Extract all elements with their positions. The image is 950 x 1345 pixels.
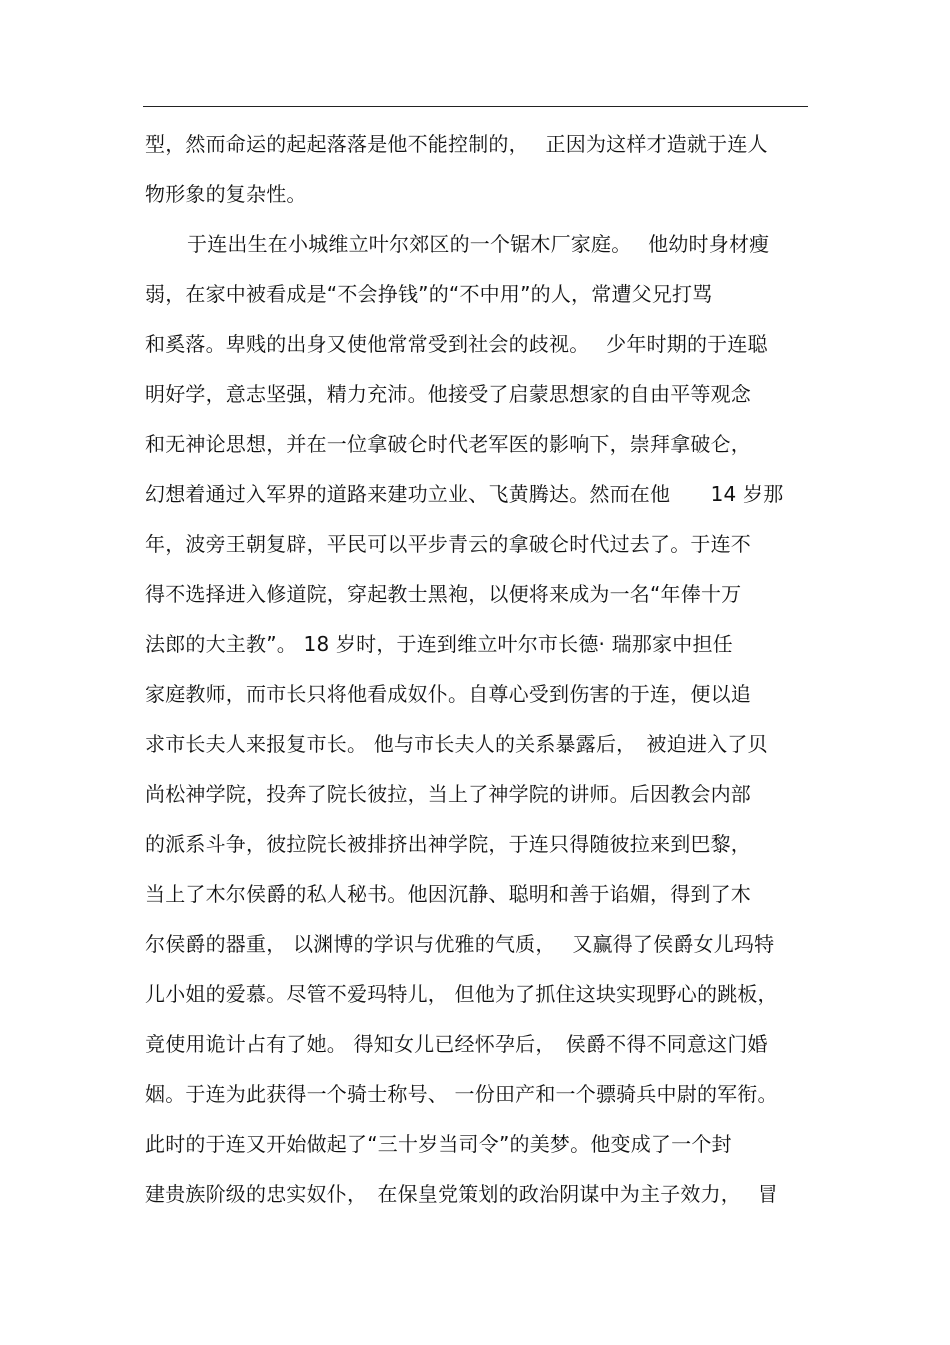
body-text (145, 119, 810, 1219)
text-line: 尔侯爵的器重， 以渊博的学识与优雅的气质， 又赢得了侯爵女儿玛特 (145, 932, 775, 956)
text-line: 弱，在家中被看成是“不会挣钱”的“不中用”的人，常遭父兄打骂 (145, 282, 713, 306)
header-divider (143, 106, 808, 107)
text-line: 和奚落。卑贱的出身又使他常常受到社会的歧视。 少年时期的于连聪 (145, 332, 768, 356)
text-line: 建贵族阶级的忠实奴仆， 在保皇党策划的政治阴谋中为主子效力， 冒 (145, 1182, 778, 1206)
text-line: 竟使用诡计占有了她。 得知女儿已经怀孕后， 侯爵不得不同意这门婚 (145, 1032, 768, 1056)
text-line: 明好学，意志坚强，精力充沛。他接受了启蒙思想家的自由平等观念 (145, 382, 751, 406)
text-line: 尚松神学院，投奔了院长彼拉，当上了神学院的讲师。后因教会内部 (145, 782, 751, 806)
text-line: 当上了木尔侯爵的私人秘书。他因沉静、聪明和善于谄媚，得到了木 (145, 882, 751, 906)
text-line: 得不选择进入修道院，穿起教士黑袍，以便将来成为一名“年俸十万 (145, 582, 742, 606)
text-line: 此时的于连又开始做起了“三十岁当司令”的美梦。他变成了一个封 (145, 1132, 732, 1156)
text-line: 幻想着通过入军界的道路来建功立业、飞黄腾达。然而在他 14 岁那 (145, 482, 784, 506)
text-line: 儿小姐的爱慕。尽管不爱玛特儿， 但他为了抓住这块实现野心的跳板， (145, 982, 778, 1006)
text-line: 姻。于连为此获得一个骑士称号、 一份田产和一个骠骑兵中尉的军衔。 (145, 1082, 778, 1106)
text-line: 型，然而命运的起起落落是他不能控制的， 正因为这样才造就于连人 (145, 132, 768, 156)
paragraph-start-line: 于连出生在小城维立叶尔郊区的一个锯木厂家庭。 他幼时身材瘦 (187, 232, 770, 256)
text-line: 和无神论思想，并在一位拿破仑时代老军医的影响下，崇拜拿破仑， (145, 432, 751, 456)
text-line: 法郎的大主教”。 18 岁时，于连到维立叶尔市长德· 瑞那家中担任 (145, 632, 733, 656)
text-line: 家庭教师，而市长只将他看成奴仆。自尊心受到伤害的于连，便以追 (145, 682, 751, 706)
text-line: 的派系斗争，彼拉院长被排挤出神学院，于连只得随彼拉来到巴黎， (145, 832, 751, 856)
text-line: 年，波旁王朝复辟，平民可以平步青云的拿破仑时代过去了。于连不 (145, 532, 751, 556)
text-line: 求市长夫人来报复市长。 他与市长夫人的关系暴露后， 被迫进入了贝 (145, 732, 768, 756)
text-line: 物形象的复杂性。 (145, 182, 307, 206)
